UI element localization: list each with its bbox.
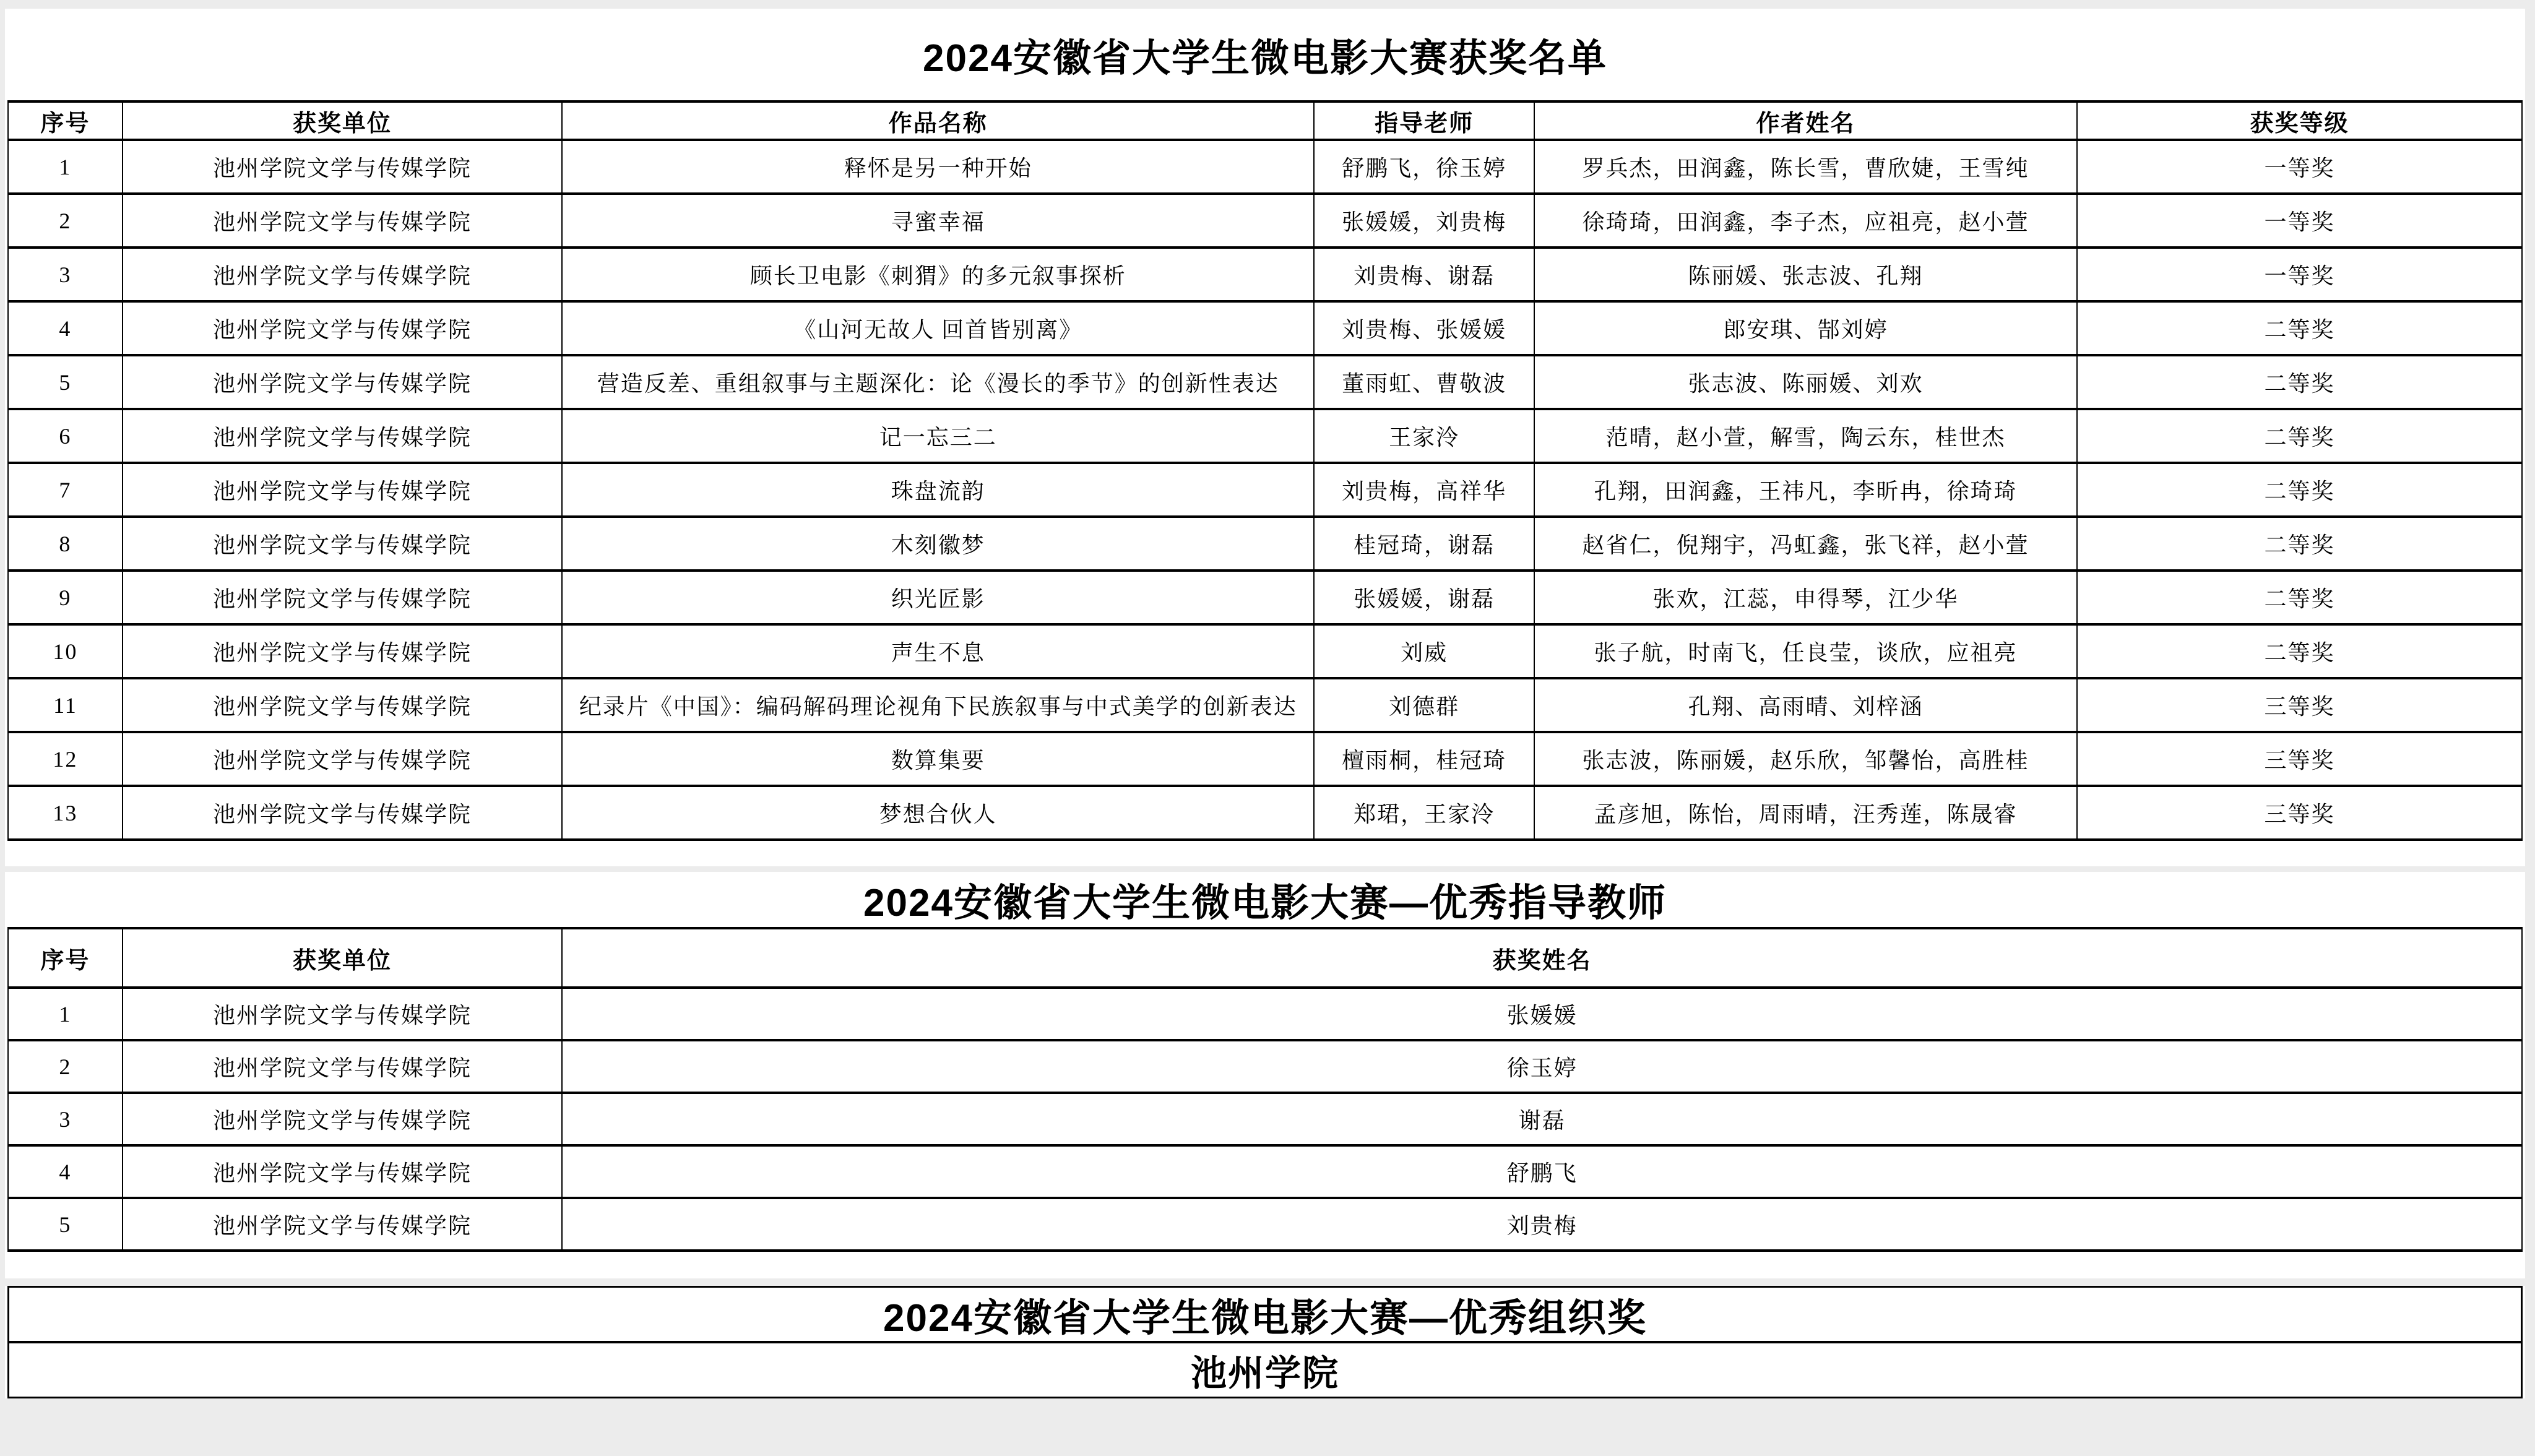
table1-cell-r8-c2: 木刻徽梦 bbox=[562, 517, 1314, 571]
table2-cell-r3-c1: 池州学院文学与传媒学院 bbox=[123, 1093, 562, 1145]
table1-header-0: 序号 bbox=[8, 101, 123, 140]
table1-cell-r8-c0: 8 bbox=[8, 517, 123, 571]
table2-header-1: 获奖单位 bbox=[123, 928, 562, 988]
table2-cell-r1-c2: 张媛媛 bbox=[562, 988, 2522, 1040]
table1-cell-r13-c1: 池州学院文学与传媒学院 bbox=[123, 786, 562, 840]
table1-cell-r4-c3: 刘贵梅、张媛媛 bbox=[1314, 301, 1534, 355]
table2-cell-r2-c1: 池州学院文学与传媒学院 bbox=[123, 1040, 562, 1093]
coach-award-section bbox=[5, 872, 2525, 1278]
table2-cell-r5-c0: 5 bbox=[8, 1198, 123, 1251]
award-list-title: 2024安徽省大学生微电影大赛获奖名单 bbox=[923, 37, 1607, 80]
table1-cell-r2-c2: 寻蜜幸福 bbox=[562, 194, 1314, 248]
table1-cell-r10-c2: 声生不息 bbox=[562, 624, 1314, 678]
table1-cell-r2-c0: 2 bbox=[8, 194, 123, 248]
table1-cell-r13-c4: 孟彦旭，陈怡，周雨晴，汪秀莲，陈晟睿 bbox=[1534, 786, 2077, 840]
table1-cell-r1-c0: 1 bbox=[8, 140, 123, 194]
table2-cell-r3-c0: 3 bbox=[8, 1093, 123, 1145]
table1-cell-r4-c5: 二等奖 bbox=[2077, 301, 2522, 355]
table1-header-2: 作品名称 bbox=[562, 101, 1314, 140]
table1-cell-r8-c3: 桂冠琦，谢磊 bbox=[1314, 517, 1534, 571]
sheet bbox=[5, 9, 2525, 1398]
table1-row bbox=[8, 409, 2522, 463]
table2-row bbox=[8, 1198, 2522, 1251]
table1-cell-r13-c2: 梦想合伙人 bbox=[562, 786, 1314, 840]
table1-cell-r1-c2: 释怀是另一种开始 bbox=[562, 140, 1314, 194]
coach-award-title: 2024安徽省大学生微电影大赛—优秀指导教师 bbox=[863, 882, 1667, 924]
table1-cell-r7-c4: 孔翔，田润鑫，王祎凡，李昕冉，徐琦琦 bbox=[1534, 463, 2077, 517]
table1-cell-r11-c4: 孔翔、高雨晴、刘梓涵 bbox=[1534, 678, 2077, 732]
table1-cell-r3-c5: 一等奖 bbox=[2077, 248, 2522, 301]
table1-header-row bbox=[8, 101, 2522, 140]
table2-row bbox=[8, 1145, 2522, 1198]
table1-cell-r12-c1: 池州学院文学与传媒学院 bbox=[123, 732, 562, 786]
table1-cell-r13-c0: 13 bbox=[8, 786, 123, 840]
table1-cell-r12-c5: 三等奖 bbox=[2077, 732, 2522, 786]
table1-cell-r13-c5: 三等奖 bbox=[2077, 786, 2522, 840]
table1-cell-r1-c5: 一等奖 bbox=[2077, 140, 2522, 194]
table1-cell-r7-c0: 7 bbox=[8, 463, 123, 517]
table1-cell-r10-c1: 池州学院文学与传媒学院 bbox=[123, 624, 562, 678]
table1-cell-r1-c3: 舒鹏飞，徐玉婷 bbox=[1314, 140, 1534, 194]
table1-row bbox=[8, 463, 2522, 517]
table1-row bbox=[8, 140, 2522, 194]
table1-header-5: 获奖等级 bbox=[2077, 101, 2522, 140]
table1-cell-r11-c1: 池州学院文学与传媒学院 bbox=[123, 678, 562, 732]
table1-cell-r5-c3: 董雨虹、曹敬波 bbox=[1314, 355, 1534, 409]
table1-cell-r10-c5: 二等奖 bbox=[2077, 624, 2522, 678]
table1-row bbox=[8, 732, 2522, 786]
table1-cell-r9-c2: 织光匠影 bbox=[562, 571, 1314, 624]
table1-cell-r6-c5: 二等奖 bbox=[2077, 409, 2522, 463]
table1-cell-r4-c1: 池州学院文学与传媒学院 bbox=[123, 301, 562, 355]
table1-cell-r2-c3: 张媛媛，刘贵梅 bbox=[1314, 194, 1534, 248]
table1-header-3: 指导老师 bbox=[1314, 101, 1534, 140]
table1-cell-r6-c1: 池州学院文学与传媒学院 bbox=[123, 409, 562, 463]
table1-cell-r7-c5: 二等奖 bbox=[2077, 463, 2522, 517]
table2-cell-r2-c0: 2 bbox=[8, 1040, 123, 1093]
table2-row bbox=[8, 988, 2522, 1040]
table1-cell-r2-c5: 一等奖 bbox=[2077, 194, 2522, 248]
table2-cell-r1-c0: 1 bbox=[8, 988, 123, 1040]
table2-cell-r5-c2: 刘贵梅 bbox=[562, 1198, 2522, 1251]
table1-cell-r4-c4: 郎安琪、郜刘婷 bbox=[1534, 301, 2077, 355]
table1-cell-r6-c0: 6 bbox=[8, 409, 123, 463]
table1-row bbox=[8, 678, 2522, 732]
table1-cell-r9-c1: 池州学院文学与传媒学院 bbox=[123, 571, 562, 624]
table1-cell-r3-c0: 3 bbox=[8, 248, 123, 301]
table1-cell-r8-c4: 赵省仁，倪翔宇，冯虹鑫，张飞祥，赵小萱 bbox=[1534, 517, 2077, 571]
table1-cell-r12-c4: 张志波，陈丽媛，赵乐欣，邹馨怡，高胜桂 bbox=[1534, 732, 2077, 786]
organization-award-winner: 池州学院 bbox=[1190, 1353, 1339, 1394]
coach-award-table bbox=[7, 927, 2523, 1252]
table1-cell-r9-c0: 9 bbox=[8, 571, 123, 624]
table2-header-2: 获奖姓名 bbox=[562, 928, 2522, 988]
table1-cell-r10-c0: 10 bbox=[8, 624, 123, 678]
table2-cell-r2-c2: 徐玉婷 bbox=[562, 1040, 2522, 1093]
table2-cell-r4-c1: 池州学院文学与传媒学院 bbox=[123, 1145, 562, 1198]
table1-cell-r5-c4: 张志波、陈丽媛、刘欢 bbox=[1534, 355, 2077, 409]
table1-row bbox=[8, 194, 2522, 248]
table1-cell-r1-c4: 罗兵杰，田润鑫，陈长雪，曹欣婕，王雪纯 bbox=[1534, 140, 2077, 194]
table1-cell-r10-c4: 张子航，时南飞，任良莹，谈欣，应祖亮 bbox=[1534, 624, 2077, 678]
table1-cell-r5-c0: 5 bbox=[8, 355, 123, 409]
table1-cell-r7-c3: 刘贵梅，高祥华 bbox=[1314, 463, 1534, 517]
table2-cell-r3-c2: 谢磊 bbox=[562, 1093, 2522, 1145]
table1-header-1: 获奖单位 bbox=[123, 101, 562, 140]
table1-cell-r3-c4: 陈丽媛、张志波、孔翔 bbox=[1534, 248, 2077, 301]
table1-cell-r13-c3: 郑珺，王家泠 bbox=[1314, 786, 1534, 840]
table1-cell-r3-c1: 池州学院文学与传媒学院 bbox=[123, 248, 562, 301]
table1-cell-r2-c1: 池州学院文学与传媒学院 bbox=[123, 194, 562, 248]
table1-row bbox=[8, 624, 2522, 678]
table1-cell-r7-c2: 珠盘流韵 bbox=[562, 463, 1314, 517]
table1-cell-r11-c5: 三等奖 bbox=[2077, 678, 2522, 732]
table1-cell-r2-c4: 徐琦琦，田润鑫，李子杰，应祖亮，赵小萱 bbox=[1534, 194, 2077, 248]
table1-cell-r3-c2: 顾长卫电影《刺猬》的多元叙事探析 bbox=[562, 248, 1314, 301]
table1-cell-r1-c1: 池州学院文学与传媒学院 bbox=[123, 140, 562, 194]
table1-row bbox=[8, 571, 2522, 624]
table2-cell-r5-c1: 池州学院文学与传媒学院 bbox=[123, 1198, 562, 1251]
table1-cell-r8-c5: 二等奖 bbox=[2077, 517, 2522, 571]
table1-cell-r12-c3: 檀雨桐，桂冠琦 bbox=[1314, 732, 1534, 786]
table1-row bbox=[8, 301, 2522, 355]
organization-award-box bbox=[7, 1286, 2523, 1398]
table1-row bbox=[8, 248, 2522, 301]
table2-row bbox=[8, 1093, 2522, 1145]
table1-cell-r11-c3: 刘德群 bbox=[1314, 678, 1534, 732]
table1-cell-r11-c0: 11 bbox=[8, 678, 123, 732]
table1-cell-r6-c4: 范晴，赵小萱，解雪，陶云东，桂世杰 bbox=[1534, 409, 2077, 463]
table2-cell-r1-c1: 池州学院文学与传媒学院 bbox=[123, 988, 562, 1040]
table1-row bbox=[8, 355, 2522, 409]
table1-cell-r3-c3: 刘贵梅、谢磊 bbox=[1314, 248, 1534, 301]
table1-cell-r4-c0: 4 bbox=[8, 301, 123, 355]
table1-header-4: 作者姓名 bbox=[1534, 101, 2077, 140]
table1-cell-r11-c2: 纪录片《中国》：编码解码理论视角下民族叙事与中式美学的创新表达 bbox=[562, 678, 1314, 732]
table1-cell-r7-c1: 池州学院文学与传媒学院 bbox=[123, 463, 562, 517]
table2-row bbox=[8, 1040, 2522, 1093]
table1-cell-r6-c3: 王家泠 bbox=[1314, 409, 1534, 463]
table1-cell-r9-c3: 张媛媛，谢磊 bbox=[1314, 571, 1534, 624]
table1-cell-r10-c3: 刘威 bbox=[1314, 624, 1534, 678]
table2-cell-r4-c2: 舒鹏飞 bbox=[562, 1145, 2522, 1198]
table1-cell-r8-c1: 池州学院文学与传媒学院 bbox=[123, 517, 562, 571]
table1-cell-r5-c2: 营造反差、重组叙事与主题深化：论《漫长的季节》的创新性表达 bbox=[562, 355, 1314, 409]
table1-cell-r12-c0: 12 bbox=[8, 732, 123, 786]
award-list-section bbox=[5, 9, 2525, 866]
table1-cell-r9-c5: 二等奖 bbox=[2077, 571, 2522, 624]
table1-cell-r6-c2: 记一忘三二 bbox=[562, 409, 1314, 463]
table1-cell-r5-c1: 池州学院文学与传媒学院 bbox=[123, 355, 562, 409]
table2-cell-r4-c0: 4 bbox=[8, 1145, 123, 1198]
award-list-table bbox=[7, 100, 2523, 841]
table1-cell-r4-c2: 《山河无故人 回首皆别离》 bbox=[562, 301, 1314, 355]
table2-header-row bbox=[8, 928, 2522, 988]
organization-award-title: 2024安徽省大学生微电影大赛—优秀组织奖 bbox=[9, 1288, 2521, 1343]
organization-award-section bbox=[5, 1286, 2525, 1398]
table2-header-0: 序号 bbox=[8, 928, 123, 988]
table1-row bbox=[8, 517, 2522, 571]
table1-cell-r9-c4: 张欢，江蕊，申得琴，江少华 bbox=[1534, 571, 2077, 624]
table1-row bbox=[8, 786, 2522, 840]
table1-cell-r12-c2: 数算集要 bbox=[562, 732, 1314, 786]
table1-cell-r5-c5: 二等奖 bbox=[2077, 355, 2522, 409]
